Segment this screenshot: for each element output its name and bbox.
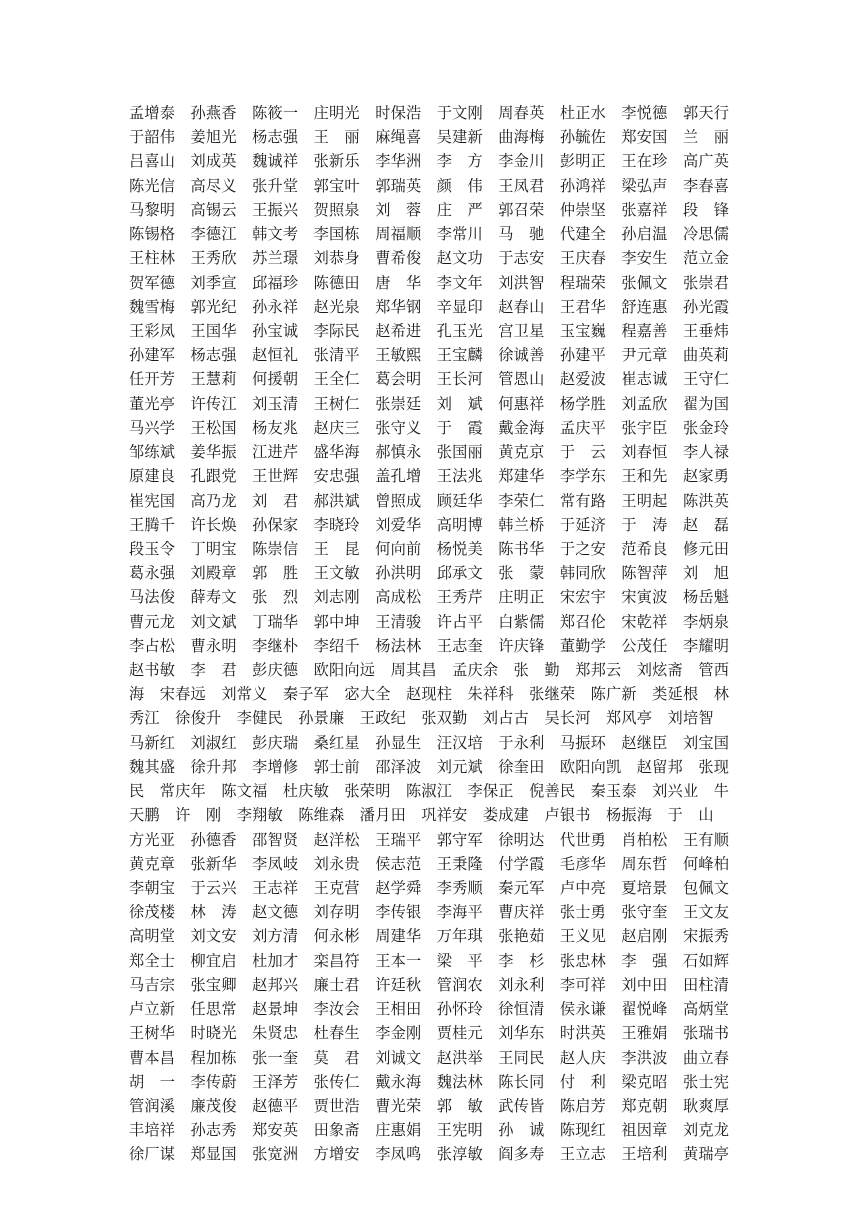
name-row: 孟增泰 孙燕香 陈筱一 庄明光 时保浩 于文刚 周春英 杜正水 李悦德 郭天行 [129,104,730,122]
name-row: 丰培祥 孙志秀 郑安英 田象斋 庄惠娟 王宪明 孙 诚 陈现红 祖因章 刘克龙 [129,1121,730,1140]
name-row: 吕喜山 刘成英 魏诚祥 张新乐 李华洲 李 方 李金川 彭明正 王在珍 高广英 [129,152,730,171]
name-row: 魏雪梅 郭光纪 孙永祥 赵光泉 郑华钢 辛显印 赵春山 王君华 舒连惠 孙光霞 [129,297,730,316]
name-row: 陈锡格 李德江 韩文考 李国栋 周福顺 李常川 马 驰 代建全 孙启温 冷思儒 [129,225,730,244]
name-row: 曹本昌 程加栋 张一奎 莫 君 刘诚文 赵洪举 王同民 赵人庆 李洪波 曲立春 [129,1048,730,1067]
name-row: 王腾千 许长焕 孙保家 李晓玲 刘爱华 高明博 韩兰桥 于延济 于 涛 赵 磊 [129,515,730,534]
name-row: 方光亚 孙德香 邵智贤 赵洋松 王瑞平 郭守军 徐明达 代世勇 肖柏松 王有顺 [129,830,730,849]
name-row: 孙建军 杨志强 赵恒礼 张清平 王敏熙 王宝麟 徐诚善 孙建平 尹元章 曲英莉 [129,346,730,365]
name-row: 曹元龙 刘文斌 丁瑞华 郭中坤 王清骏 许占平 白紫儒 郑召伦 宋乾祥 李炳泉 [129,612,730,631]
name-row: 李占松 曹永明 李继朴 李绍千 杨法林 王志奎 许庆锋 董勤学 公茂任 李耀明 [129,636,730,655]
name-row: 魏其盛 徐升邦 李增修 郭士前 邵泽波 刘元斌 徐奎田 欧阳向凯 赵留邦 张现 [129,757,730,776]
name-row: 黄克章 张新华 李凤岐 刘永贵 侯志范 王秉隆 付学霞 毛彦华 周东哲 何峰柏 [129,854,730,873]
name-row: 任开芳 王慧莉 何援朝 王全仁 葛会明 王长河 管恩山 赵爱波 崔志诚 王守仁 [129,370,730,389]
name-row: 天鹏 许 刚 李翔敏 陈维森 潘月田 巩祥安 娄成建 卢银书 杨振海 于 山 [129,806,714,825]
name-row: 卢立新 任思常 赵景坤 李汝会 王相田 孙怀玲 徐恒清 侯永谦 翟悦峰 高炳堂 [129,1000,730,1019]
name-row: 李朝宝 于云兴 王志祥 王克营 赵学舜 李秀顺 秦元军 卢中亮 夏培景 包佩文 [129,879,730,897]
name-row: 王彩凤 王国华 孙宝诚 李际民 赵希进 孔玉光 宫卫星 玉宝巍 程嘉善 王垂炜 [129,321,730,340]
name-list [129,101,733,1167]
name-row: 崔宪国 高乃龙 刘 君 郝洪斌 曾照成 顾廷华 李荣仁 常有路 王明起 陈洪英 [129,491,730,510]
name-row: 段玉令 丁明宝 陈崇信 王 昆 何向前 杨悦美 陈书华 于之安 范希良 修元田 [129,539,730,558]
name-row: 郑全士 柳宜启 杜加才 栾昌符 王本一 梁 平 李 杉 张忠林 李 强 石如辉 [129,951,730,970]
name-row: 邹练斌 姜华振 江进芹 盛华海 郝慎永 张国丽 黄克京 于 云 刘春恒 李人禄 [129,443,730,462]
name-row: 秀江 徐俊升 李健民 孙景廉 王政纪 张双勤 刘占古 吴长河 郑风亭 刘培智 [129,709,714,728]
name-row: 陈光信 高尽义 张升堂 郭宝叶 郭瑞英 颜 伟 王凤君 孙鸿祥 梁弘声 李春喜 [129,176,730,195]
name-row: 于韶伟 姜旭光 杨志强 王 丽 麻绳喜 吴建新 曲海梅 孙毓佐 郑安国 兰 丽 [129,128,730,147]
name-row: 王柱林 王秀欣 苏兰璟 刘恭身 曹希俊 赵文功 于志安 王庆春 李安生 范立金 [129,249,730,268]
name-row: 马法俊 薛寿文 张 烈 刘志刚 高成松 王秀芹 庄明正 宋宏宇 宋寅波 杨岳魁 [129,588,730,607]
name-row: 原建良 孔跟党 王世辉 安忠强 盖孔增 王法兆 郑建华 李学东 王和先 赵家勇 [129,467,730,486]
name-row: 马兴学 王松国 杨友兆 赵庆三 张守义 于 霞 戴金海 孟庆平 张宇臣 张金玲 [129,418,730,437]
name-row: 王树华 时晓光 朱贤忠 杜春生 李金刚 贾桂元 刘华东 时洪英 王雅娟 张瑞书 [129,1024,730,1043]
name-row: 马吉宗 张宝卿 赵邦兴 廉士君 许廷秋 管润农 刘永利 李可祥 刘中田 田柱清 [129,975,730,994]
name-row: 胡 一 李传蔚 王泽芳 张传仁 戴永海 魏法林 陈长同 付 利 梁克昭 张士宪 [129,1072,730,1091]
name-row: 徐茂楼 林 涛 赵文德 刘存明 李传银 李海平 曹庆祥 张士勇 张守奎 王文友 [129,903,730,922]
name-row: 赵书敏 李 君 彭庆德 欧阳向远 周其昌 孟庆余 张 勤 郑邦云 刘炫斋 管西 [129,661,730,680]
name-row: 贺军德 刘季宣 邱福珍 陈德田 唐 华 李文年 刘洪智 程瑞荣 张佩文 张崇君 [129,273,730,292]
name-row: 海 宋春远 刘常义 秦子军 宓大全 赵现柱 朱祥科 张继荣 陈广新 类延根 林 [129,685,730,704]
name-row: 民 常庆年 陈文福 杜庆敏 张荣明 陈淑江 李保正 倪善民 秦玉泰 刘兴业 牛 [129,782,730,801]
name-row: 马黎明 高锡云 王振兴 贺照泉 刘 蓉 庄 严 郭召荣 仲崇坚 张嘉祥 段 锋 [129,200,730,219]
name-row: 葛永强 刘殿章 郭 胜 王文敏 孙洪明 邱承文 张 蒙 韩同欣 陈智萍 刘 旭 [129,564,730,583]
name-row: 徐厂谋 郑显国 张宽洲 方增安 李凤鸣 张淳敏 阎多寿 王立志 王培利 黄瑞亭 [129,1145,730,1164]
name-row: 董光亭 许传江 刘玉清 王树仁 张崇廷 刘 斌 何惠祥 杨学胜 刘孟欣 翟为国 [129,394,730,413]
name-row: 高明堂 刘文安 刘方清 何永彬 周建华 万年琪 张艳茹 王义见 赵启刚 宋振秀 [129,927,730,946]
name-row: 管润溪 廉茂俊 赵德平 贾世浩 曹光荣 郭 敏 武传皆 陈启芳 郑克朝 耿爽厚 [129,1096,730,1115]
name-row: 马新红 刘淑红 彭庆瑞 桑红星 孙显生 汪汉培 于永利 马振环 赵继臣 刘宝国 [129,733,730,752]
